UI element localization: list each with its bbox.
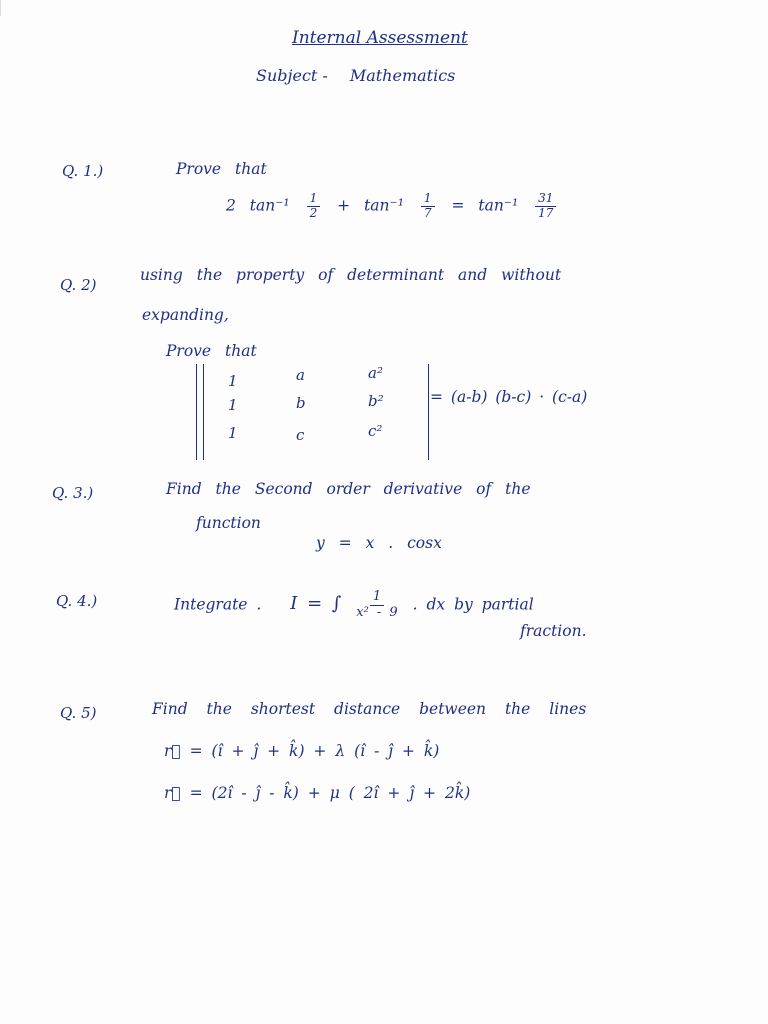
q1-fraction-2: $\frac{1}{7}$ <box>421 192 435 221</box>
q1-term-mid: + tan⁻¹ <box>337 196 404 215</box>
question-5-line-2-equation: r⃗ = (2î - ĵ - k̂) + μ ( 2î + ĵ + 2k̂) <box>164 784 471 802</box>
question-2-number: Q. 2) <box>60 276 97 294</box>
question-3-number: Q. 3.) <box>52 484 94 502</box>
question-5-line-1-equation: r⃗ = (î + ĵ + k̂) + λ (î - ĵ + k̂) <box>164 742 440 760</box>
question-4-tail-line-2: fraction. <box>520 622 587 640</box>
question-1-equation <box>226 192 559 221</box>
page-title: Internal Assessment <box>292 28 468 48</box>
matrix-cell-r1c1: 1 <box>228 372 238 390</box>
matrix-cell-r1c3: a² <box>368 364 383 382</box>
subject-value: Mathematics <box>349 66 456 85</box>
question-1-text: Prove that <box>176 160 267 178</box>
subject-label: Subject - <box>256 66 328 85</box>
determinant-bar-left <box>196 364 197 460</box>
matrix-cell-r3c3: c² <box>368 422 383 440</box>
q1-term-right: = tan⁻¹ <box>451 196 519 215</box>
question-2-text-line-2: expanding, <box>142 306 229 324</box>
question-2-rhs: = (a-b) (b-c) · (c-a) <box>430 388 588 406</box>
q1-fraction-3: $\frac{31}{17}$ <box>535 192 556 221</box>
q1-term-left: 2 tan⁻¹ <box>226 196 290 215</box>
page-corner-mark <box>0 0 17 16</box>
determinant-bar-left-inner <box>203 364 204 460</box>
matrix-cell-r1c2: a <box>296 366 305 384</box>
question-2-text-line-1: using the property of determinant and without <box>140 266 562 284</box>
question-3-text-line-2: function <box>196 514 261 532</box>
q4-tail: . dx by partial <box>412 595 534 614</box>
question-1-number: Q. 1.) <box>62 162 104 180</box>
q1-fraction-1: $\frac{1}{2}$ <box>307 192 321 221</box>
matrix-cell-r2c3: b² <box>368 392 384 410</box>
question-3-equation: y = x . cosx <box>316 534 442 552</box>
question-3-text-line-1: Find the Second order derivative of the <box>166 480 531 498</box>
question-4-equation <box>174 590 534 621</box>
matrix-cell-r3c2: c <box>296 426 305 444</box>
determinant-bar-right <box>428 364 429 460</box>
question-2-text-line-3: Prove that <box>166 342 257 360</box>
question-4-number: Q. 4.) <box>56 592 98 610</box>
q4-integral: I = ∫ <box>290 593 342 615</box>
q4-fraction: $\frac{1}{\text{x² - 9}}$ <box>356 589 398 620</box>
subject-line <box>256 66 455 85</box>
determinant-matrix <box>196 364 432 460</box>
matrix-cell-r2c1: 1 <box>228 396 238 414</box>
matrix-cell-r3c1: 1 <box>228 424 238 442</box>
question-5-number: Q. 5) <box>60 704 97 722</box>
matrix-cell-r2c2: b <box>296 394 306 412</box>
q4-lead: Integrate . <box>174 595 262 614</box>
question-5-text: Find the shortest distance between the lines <box>152 700 587 718</box>
